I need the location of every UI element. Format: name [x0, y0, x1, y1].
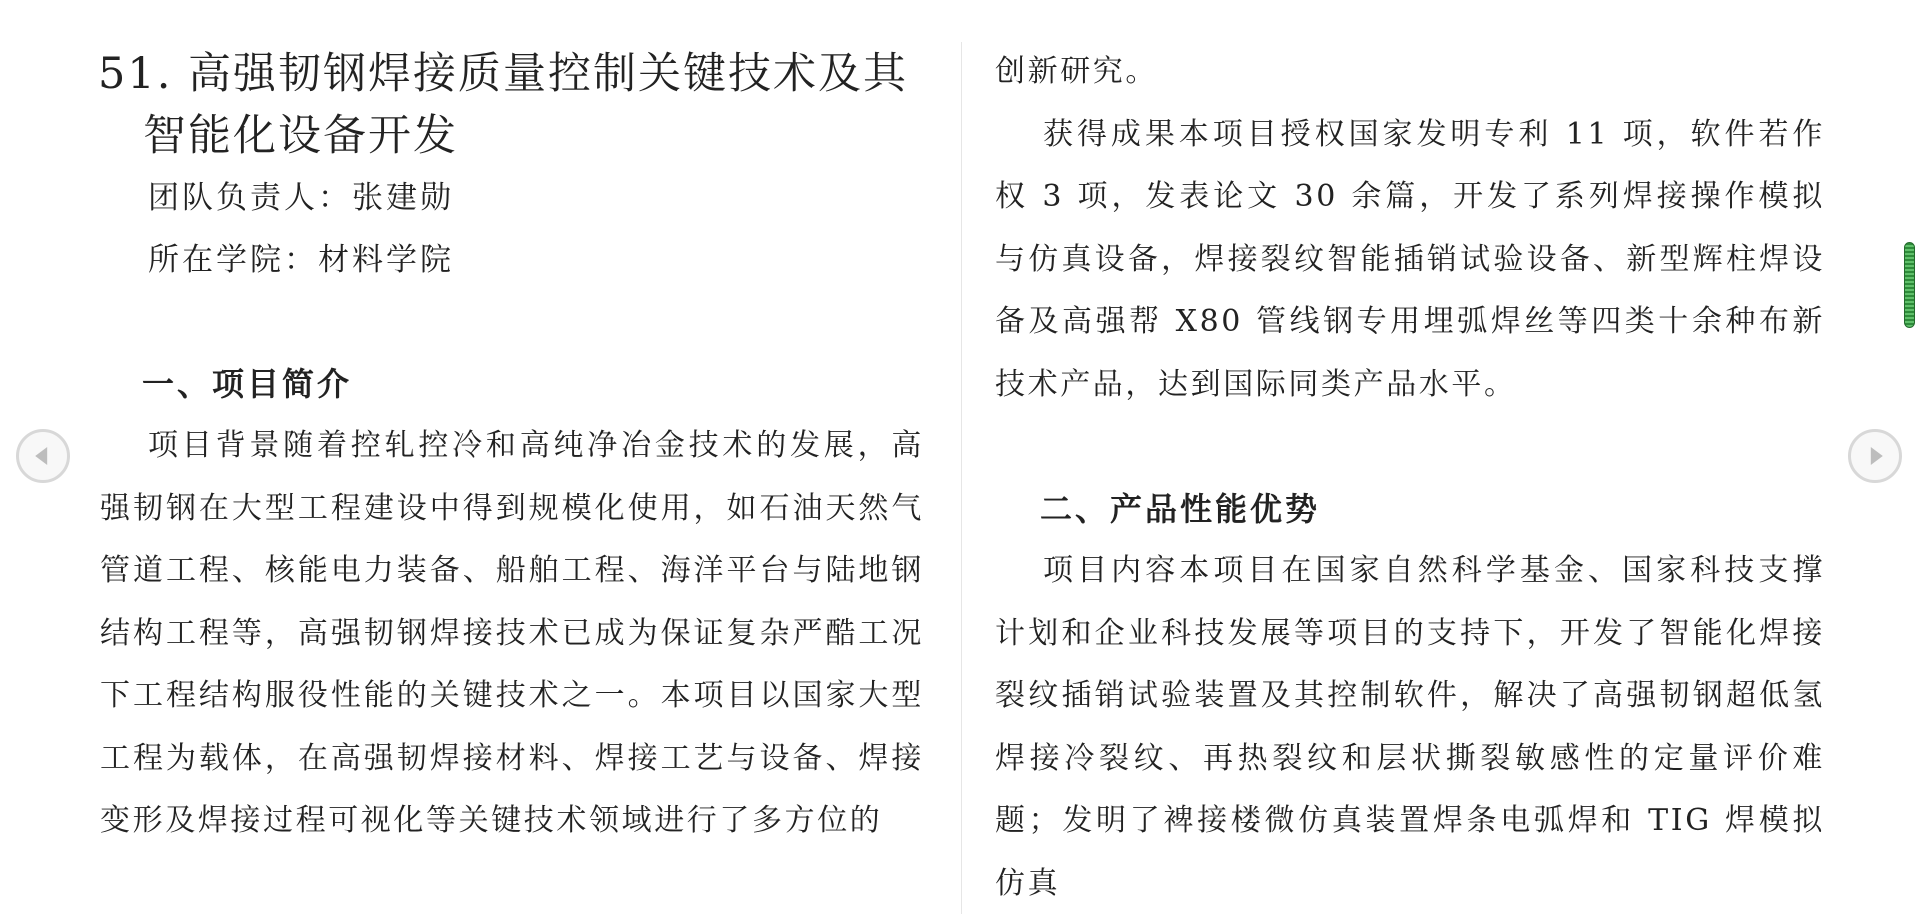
team-leader: 团队负责人：张建勋 — [148, 180, 454, 216]
prev-page-button[interactable] — [16, 429, 70, 483]
chevron-right-icon — [1871, 447, 1883, 465]
section-heading-intro: 一、项目简介 — [142, 365, 353, 403]
results-paragraph: 获得成果本项目授权国家发明专利 11 项，软件若作权 3 项，发表论文 30 余篇，开发了系列焊接操作模拟与仿真设备，焊接裂纹智能插销试验设备、新型辉柱焊设备及高强帮 X80 管线钢专用埋弧焊丝等四类十余种布新技术产品，达到国际同类产品水平。 — [995, 116, 1825, 402]
next-page-button[interactable] — [1848, 429, 1902, 483]
document-title: 51. 高强韧钢焊接质量控制关键技术及其智能化设备开发 — [98, 49, 909, 161]
college: 所在学院：材料学院 — [148, 242, 454, 278]
section-heading-advantages: 二、产品性能优势 — [1040, 490, 1321, 528]
chevron-left-icon — [35, 447, 47, 465]
continuation-text: 创新研究。 — [995, 54, 1158, 89]
left-page — [90, 0, 940, 914]
page-divider — [961, 42, 962, 914]
project-background-paragraph: 项目背景随着控轧控冷和高纯净冶金技术的发展，高强韧钢在大型工程建设中得到规模化使用，如石油天然气管道工程、核能电力装备、船舶工程、海洋平台与陆地钢结构工程等，高强韧钢焊接技术已成为保证复杂严酷工况下工程结构服役性能的关键技术之一。本项目以国家大型工程为载体，在高强韧焊接材料、焊接工艺与设备、焊接变形及焊接过程可视化等关键技术领域进行了多方位的 — [100, 428, 924, 838]
project-content-paragraph: 项目内容本项目在国家自然科学基金、国家科技支撑计划和企业科技发展等项目的支持下，开发了智能化焊接裂纹插销试验装置及其控制软件，解决了高强韧钢超低氢焊接冷裂纹、再热裂纹和层状撕裂敏感性的定量评价难题；发明了裨接楼微仿真装置焊条电弧焊和 TIG 焊模拟仿真 — [995, 553, 1825, 901]
right-page — [995, 0, 1850, 914]
scrollbar-thumb[interactable] — [1904, 242, 1915, 328]
